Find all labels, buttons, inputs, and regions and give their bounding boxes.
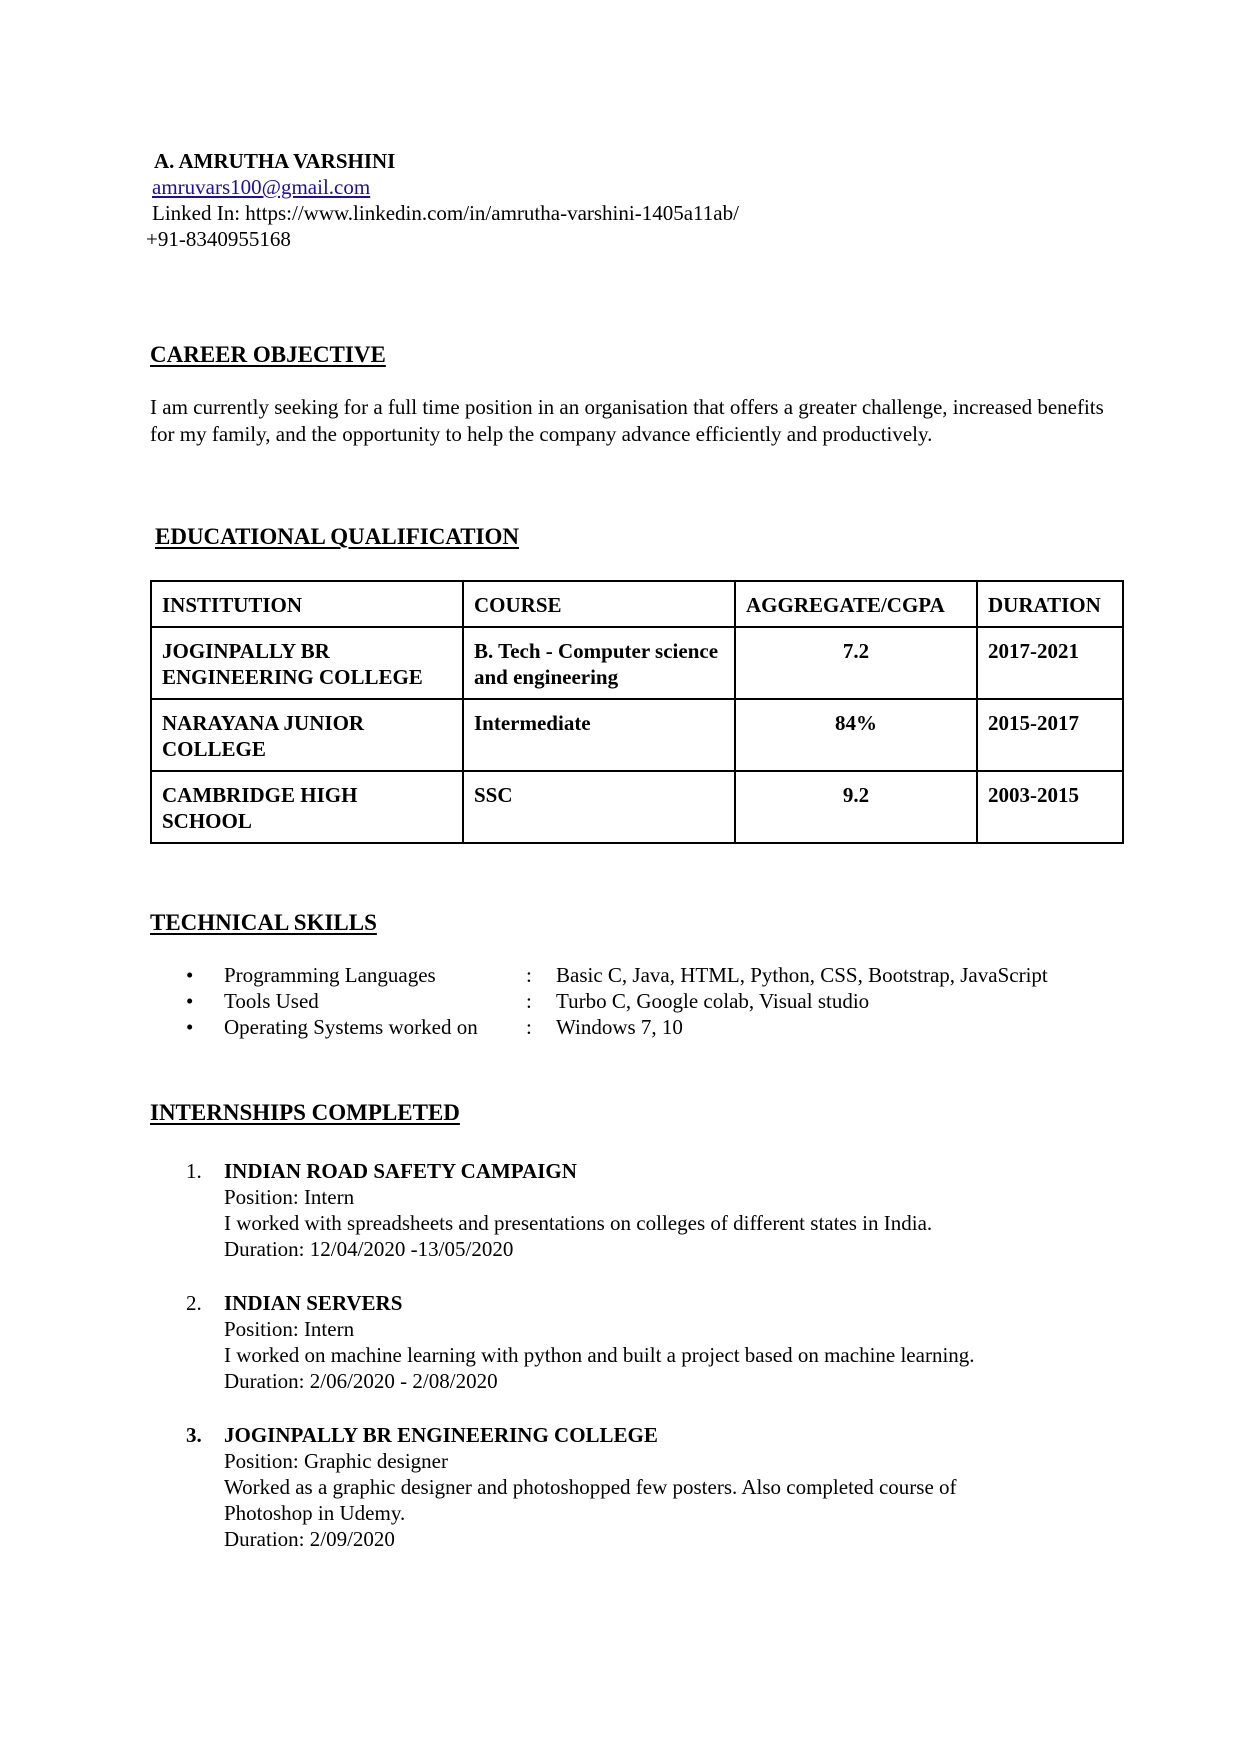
- internship-description: I worked on machine learning with python and built a project based on machine learning.: [224, 1343, 975, 1367]
- aggregate-cell: 7.2: [735, 627, 977, 699]
- column-header: INSTITUTION: [151, 581, 463, 627]
- internships-heading: INTERNSHIPS COMPLETED: [150, 1100, 460, 1125]
- course-cell: Intermediate: [463, 699, 735, 771]
- internship-position: Position: Intern: [224, 1185, 355, 1209]
- item-number: 2.: [186, 1291, 202, 1315]
- education-table: [150, 580, 1124, 844]
- internship-description: Worked as a graphic designer and photoshopped few posters. Also completed course of Photoshop in Udemy.: [224, 1475, 957, 1525]
- skill-label: Programming Languages: [224, 963, 436, 987]
- skill-value: Windows 7, 10: [556, 1015, 683, 1039]
- email-link[interactable]: amruvars100@gmail.com: [152, 175, 371, 199]
- bullet-icon: •: [186, 1015, 194, 1039]
- aggregate-cell: 84%: [735, 699, 977, 771]
- list-item: [186, 1422, 1064, 1552]
- separator: :: [526, 989, 532, 1013]
- institution-cell: NARAYANA JUNIOR COLLEGE: [151, 699, 463, 771]
- duration-cell: 2003-2015: [977, 771, 1123, 843]
- skills-list: [186, 962, 1048, 1040]
- course-cell: B. Tech - Computer science and engineering: [463, 627, 735, 699]
- duration-cell: 2017-2021: [977, 627, 1123, 699]
- internship-title: JOGINPALLY BR ENGINEERING COLLEGE: [224, 1423, 658, 1447]
- separator: :: [526, 1015, 532, 1039]
- duration-cell: 2015-2017: [977, 699, 1123, 771]
- internship-title: INDIAN ROAD SAFETY CAMPAIGN: [224, 1159, 577, 1183]
- internship-position: Position: Intern: [224, 1317, 355, 1341]
- internship-duration: Duration: 2/09/2020: [224, 1527, 395, 1551]
- skill-value: Basic C, Java, HTML, Python, CSS, Bootstrap, JavaScript: [556, 963, 1048, 987]
- technical-skills-heading: TECHNICAL SKILLS: [150, 910, 377, 935]
- career-objective-heading: CAREER OBJECTIVE: [150, 342, 386, 367]
- table-header-row: [151, 581, 1123, 627]
- internship-position: Position: Graphic designer: [224, 1449, 448, 1473]
- internship-duration: Duration: 2/06/2020 - 2/08/2020: [224, 1369, 498, 1393]
- internship-description: I worked with spreadsheets and presentations on colleges of different states in India.: [224, 1211, 933, 1235]
- phone-number: +91-8340955168: [146, 227, 291, 251]
- education-heading: EDUCATIONAL QUALIFICATION: [155, 524, 520, 549]
- institution-cell: CAMBRIDGE HIGH SCHOOL: [151, 771, 463, 843]
- table-row: [151, 771, 1123, 843]
- skill-label: Tools Used: [224, 989, 319, 1013]
- institution-cell: JOGINPALLY BR ENGINEERING COLLEGE: [151, 627, 463, 699]
- internships-list: [186, 1158, 1064, 1580]
- contact-header: [146, 148, 739, 252]
- career-objective-text: I am currently seeking for a full time position in an organisation that offers a greater challenge, increased benefits for my family, and the opportunity to help the company advance efficiently and productively.: [150, 395, 1104, 446]
- candidate-name: A. AMRUTHA VARSHINI: [154, 149, 396, 173]
- item-number: 3.: [186, 1423, 202, 1447]
- table-row: [151, 699, 1123, 771]
- table-row: [151, 627, 1123, 699]
- list-item: [186, 1158, 1064, 1262]
- skill-value: Turbo C, Google colab, Visual studio: [556, 989, 870, 1013]
- list-item: [186, 962, 1048, 988]
- course-cell: SSC: [463, 771, 735, 843]
- internship-title: INDIAN SERVERS: [224, 1291, 403, 1315]
- list-item: [186, 988, 1048, 1014]
- bullet-icon: •: [186, 989, 194, 1013]
- list-item: [186, 1014, 1048, 1040]
- column-header: DURATION: [977, 581, 1123, 627]
- column-header: AGGREGATE/CGPA: [735, 581, 977, 627]
- list-item: [186, 1290, 1064, 1394]
- separator: :: [526, 963, 532, 987]
- internship-duration: Duration: 12/04/2020 -13/05/2020: [224, 1237, 514, 1261]
- linkedin-url: Linked In: https://www.linkedin.com/in/amrutha-varshini-1405a11ab/: [152, 201, 739, 225]
- skill-label: Operating Systems worked on: [224, 1015, 478, 1039]
- column-header: COURSE: [463, 581, 735, 627]
- bullet-icon: •: [186, 963, 194, 987]
- item-number: 1.: [186, 1159, 202, 1183]
- aggregate-cell: 9.2: [735, 771, 977, 843]
